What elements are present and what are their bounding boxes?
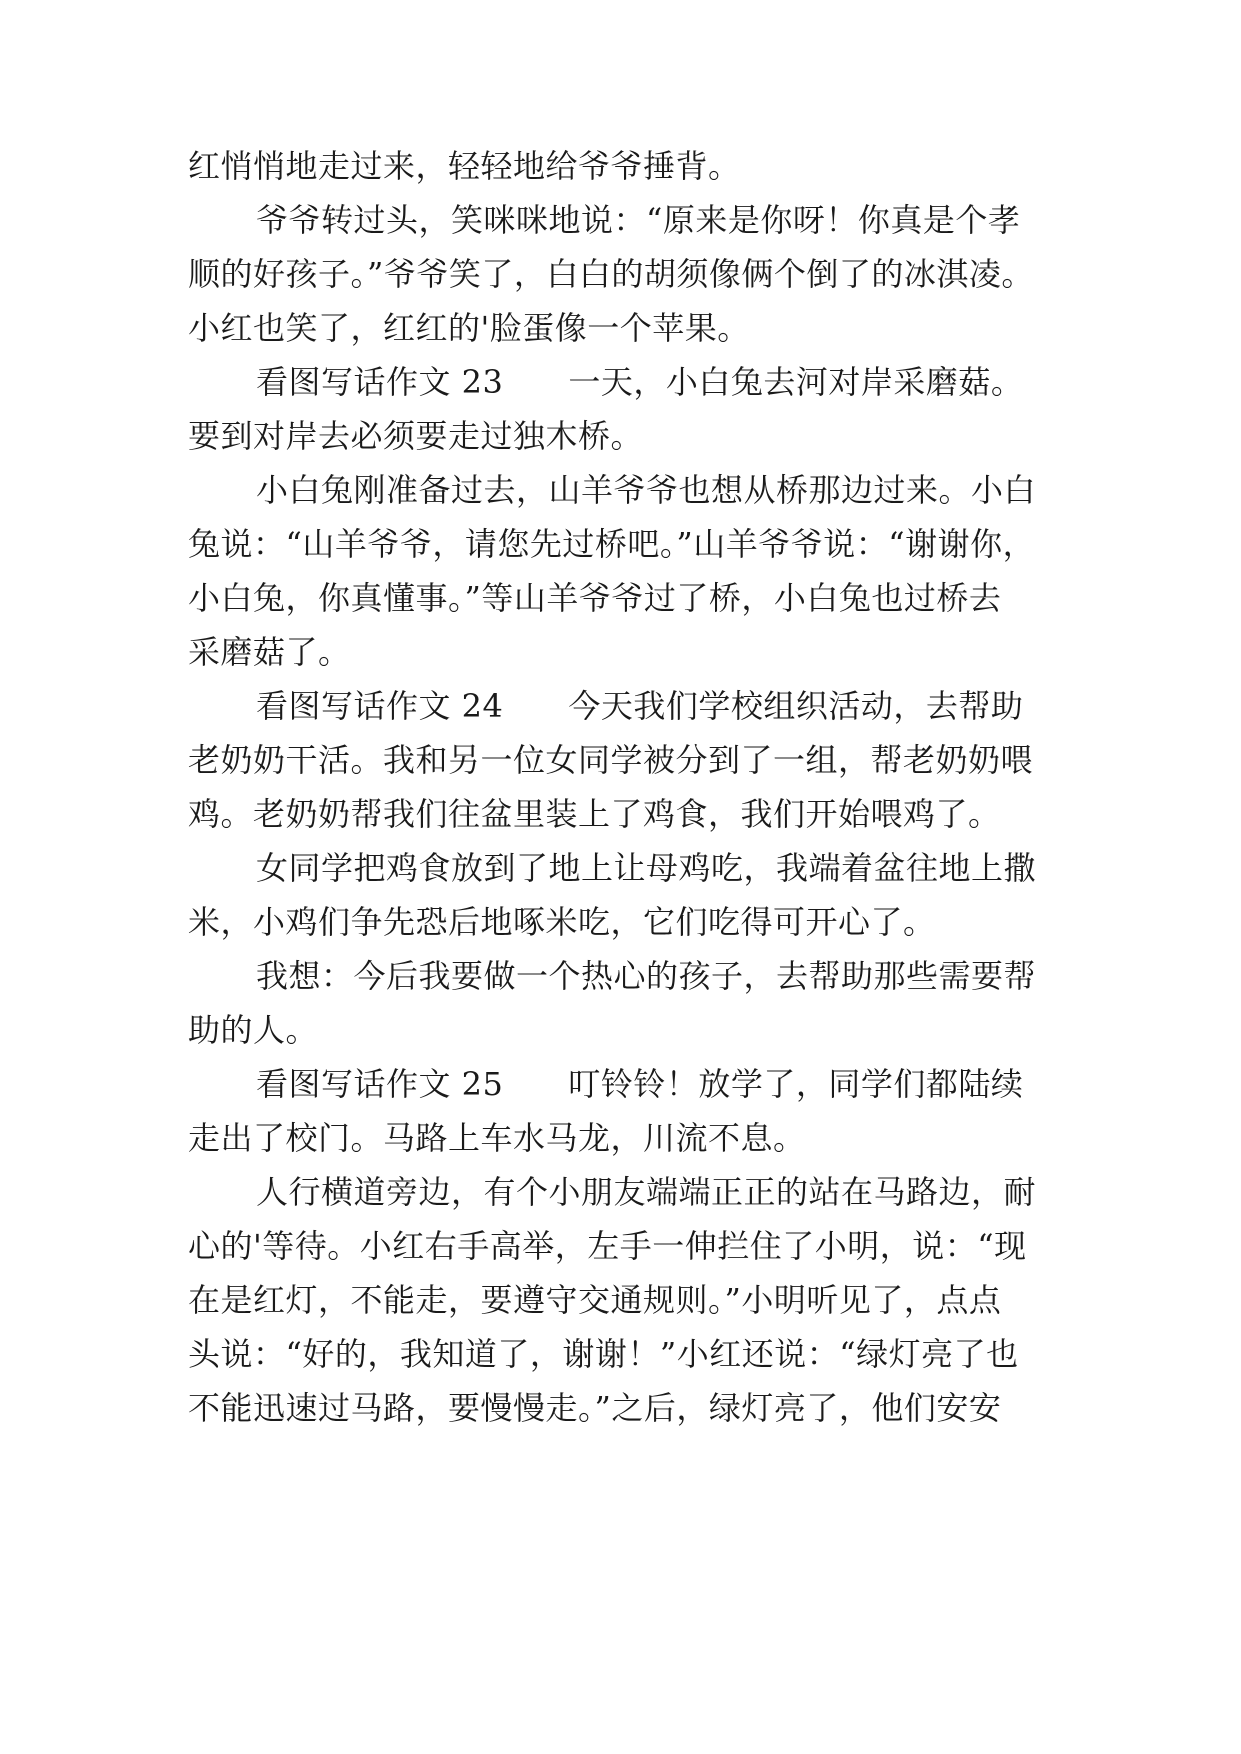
text-line: 鸡。老奶奶帮我们往盆里装上了鸡食，我们开始喂鸡了。: [188, 795, 1001, 833]
text-line: 米，小鸡们争先恐后地啄米吃，它们吃得可开心了。: [188, 903, 936, 941]
text-line: 小白兔，你真懂事。”等山羊爷爷过了桥，小白兔也过桥去: [188, 579, 1002, 617]
text-line: 爷爷转过头，笑咪咪地说：“原来是你呀！你真是个孝: [256, 201, 1021, 239]
text-line: 顺的好孩子。”爷爷笑了，白白的胡须像俩个倒了的冰淇凌。: [188, 255, 1034, 293]
text-line: 红悄悄地走过来，轻轻地给爷爷捶背。: [188, 147, 741, 185]
text-line: 看图写话作文 24 今天我们学校组织活动，去帮助: [256, 687, 1024, 725]
text-line: 不能迅速过马路，要慢慢走。”之后，绿灯亮了，他们安安: [188, 1389, 1002, 1427]
text-line: 采磨菇了。: [188, 633, 351, 671]
text-line: 心的'等待。小红右手高举，左手一伸拦住了小明，说：“现: [188, 1227, 1027, 1265]
text-line: 看图写话作文 25 叮铃铃！放学了，同学们都陆续: [256, 1065, 1024, 1103]
text-line: 小红也笑了，红红的'脸蛋像一个苹果。: [188, 309, 750, 347]
text-line: 在是红灯，不能走，要遵守交通规则。”小明听见了，点点: [188, 1281, 1002, 1319]
text-line: 要到对岸去必须要走过独木桥。: [188, 417, 644, 455]
text-line: 我想：今后我要做一个热心的孩子，去帮助那些需要帮: [256, 957, 1037, 995]
text-line: 人行横道旁边，有个小朋友端端正正的站在马路边，耐: [256, 1173, 1037, 1211]
text-line: 女同学把鸡食放到了地上让母鸡吃，我端着盆往地上撒: [256, 849, 1037, 887]
text-line: 看图写话作文 23 一天，小白兔去河对岸采磨菇。: [256, 363, 1024, 401]
text-line: 头说：“好的，我知道了，谢谢！”小红还说：“绿灯亮了也: [188, 1335, 1019, 1373]
text-line: 兔说：“山羊爷爷，请您先过桥吧。”山羊爷爷说：“谢谢你，: [188, 525, 1036, 563]
text-line: 小白兔刚准备过去，山羊爷爷也想从桥那边过来。小白: [256, 471, 1037, 509]
text-line: 老奶奶干活。我和另一位女同学被分到了一组，帮老奶奶喂: [188, 741, 1034, 779]
text-line: 助的人。: [188, 1011, 319, 1049]
text-line: 走出了校门。马路上车水马龙，川流不息。: [188, 1119, 806, 1157]
